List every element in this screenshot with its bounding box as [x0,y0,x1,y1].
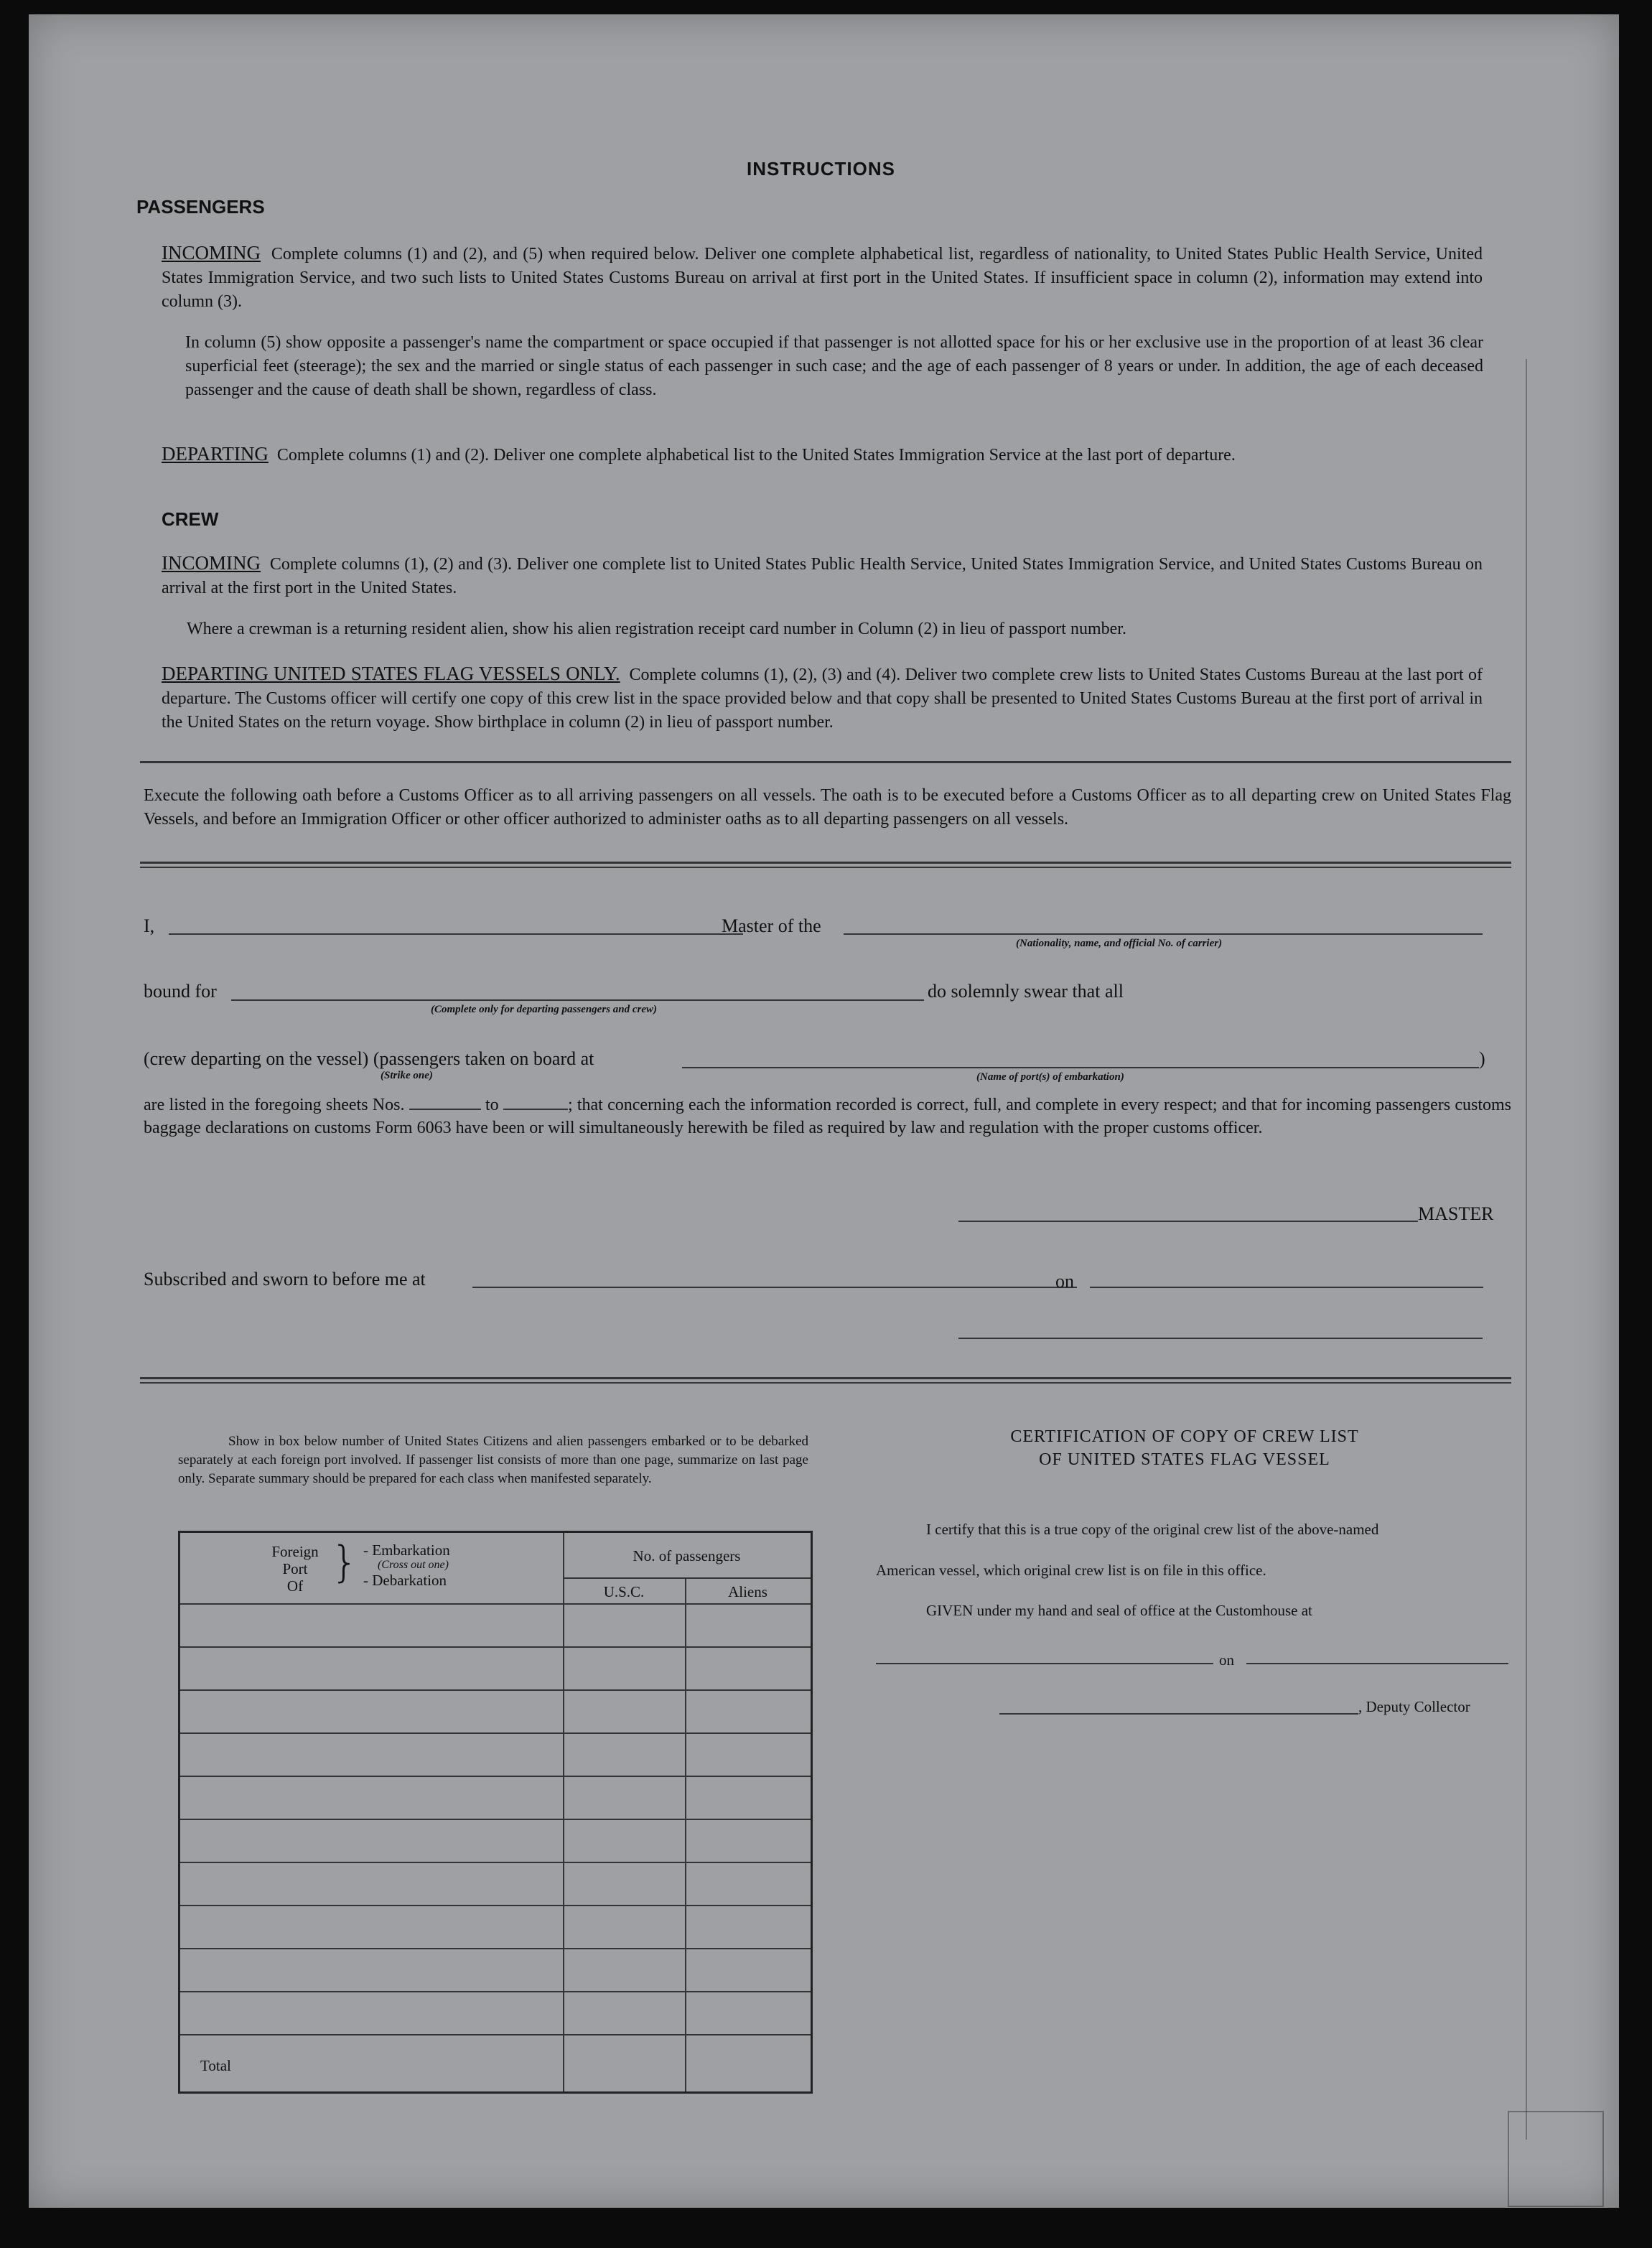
oath-i-label: I, [144,915,155,936]
passengers-incoming-label: INCOMING [162,242,261,263]
table-row [180,1862,811,1863]
crew-incoming-label: INCOMING [162,552,261,574]
passengers-departing-label: DEPARTING [162,443,269,465]
crew-departing-label: DEPARTING UNITED STATES FLAG VESSELS ONLY. [162,663,620,684]
passengers-departing-paragraph [162,442,1483,467]
subscribed-label: Subscribed and sworn to before me at [144,1269,426,1289]
table-row [180,1776,811,1777]
right-margin-rule [1526,359,1527,2140]
sheet-to-field[interactable] [503,1109,568,1110]
close-paren: ) [1479,1048,1485,1069]
col-divider-2 [685,1577,686,2091]
certification-heading-line-1: CERTIFICATION OF COPY OF CREW LIST [1010,1427,1359,1446]
bound-for-field[interactable] [231,999,924,1001]
certification-heading [876,1425,1493,1471]
listed-to-label: to [485,1096,499,1114]
crew-departing-paragraph [162,662,1483,734]
no-passengers-header: No. of passengers [633,1547,741,1564]
certification-heading-line-2: OF UNITED STATES FLAG VESSEL [1039,1450,1330,1469]
customhouse-field[interactable] [876,1663,1213,1664]
certification-given: GIVEN under my hand and seal of office at the Customhouse at [926,1602,1312,1619]
sworn-place-field[interactable] [472,1287,1077,1288]
crew-incoming-text: Complete columns (1), (2) and (3). Deliver one complete list to United States Public Health Service, United States Immigration Service, and United States Customs Bureau on arrival at the first port in the United States. [162,555,1483,597]
of-text: Of [286,1577,304,1595]
divider-double-rule-2 [140,1377,1511,1384]
embark-debark-options [363,1542,450,1589]
listed-text-a: are listed in the foregoing sheets Nos. [144,1096,405,1114]
oath-intro-paragraph: Execute the following oath before a Customs Officer as to all arriving passengers on all vessels. The oath is to be executed before a Customs Officer as to all departing crew on United States Flag Vessels, and before an Immigration Officer or other officer authorized to administer oaths as to all departing passengers on all vessels. [144,786,1511,829]
passengers-incoming-paragraph [162,241,1483,314]
solemnly-swear-label: do solemnly swear that all [928,981,1124,1002]
debarkation-option[interactable]: - Debarkation [363,1572,447,1589]
table-row [180,1948,811,1949]
deputy-signature-field[interactable] [999,1713,1358,1715]
ports-hint: (Name of port(s) of embarkation) [976,1071,1124,1083]
col-divider-1 [563,1533,564,2091]
carrier-hint: (Nationality, name, and official No. of carrier) [1016,938,1223,949]
certification-date-field[interactable] [1246,1663,1508,1664]
sworn-on-label: on [1055,1271,1074,1292]
total-label: Total [200,2057,231,2074]
crew-heading: CREW [162,508,219,530]
table-row [180,1646,811,1648]
page-title: INSTRUCTIONS [747,158,895,179]
summary-instructions: Show in box below number of United States Citizens and alien passengers embarked or to be debarked separately at each foreign port involved. If passenger list consists of more than one page, summarize on last page only. Separate summary should be prepared for each class when manifested separately. [178,1434,808,1486]
master-of-the-label: Master of the [722,915,821,936]
usc-header: U.S.C. [603,1583,645,1600]
aliens-header: Aliens [728,1583,767,1600]
table-row [180,1732,811,1734]
embarkation-ports-field[interactable] [682,1067,1479,1068]
divider-double-rule [140,862,1511,868]
sworn-date-field[interactable] [1090,1287,1483,1288]
bound-for-hint: (Complete only for departing passengers and crew) [431,1004,657,1015]
carrier-field[interactable] [844,933,1483,935]
listed-text-b: ; that concerning each the information recorded is correct, full, and complete in every respect; and that for incoming passengers customs baggage declarations on customs Form 6063 have been or will simultaneously herewith be filed as required by law and regulation with the proper customs officer. [144,1096,1511,1137]
passengers-column5-paragraph: In column (5) show opposite a passenger's name the compartment or space occupied if that passenger is not allotted space for his or her exclusive use in the proportion of at least 36 clear superficial feet (steerage); the sex and the married or single status of each passenger in such case; and the age of each passenger of 8 years or under. In addition, the age of each deceased passenger and the cause of death shall be shown, regardless of class. [185,333,1483,399]
crew-incoming-paragraph [162,551,1483,600]
corner-box [1508,2111,1604,2207]
sheet-from-field[interactable] [409,1109,481,1110]
table-row [180,1689,811,1691]
master-signature-label: MASTER [1418,1203,1494,1224]
deputy-collector-label: , Deputy Collector [1358,1698,1470,1715]
certification-text-2: American vessel, which original crew list is on file in this office. [876,1562,1266,1579]
officer-signature-field[interactable] [958,1338,1483,1339]
table-row [180,1905,811,1906]
certification-on-label: on [1219,1651,1234,1669]
master-signature-field[interactable] [958,1221,1418,1222]
table-row [180,2034,811,2035]
bound-for-label: bound for [144,981,217,1002]
passengers-incoming-text: Complete columns (1) and (2), and (5) when required below. Deliver one complete alphabetical list, regardless of nationality, to United States Public Health Service, United States Immigration Service, and two such lists to United States Customs Bureau on arrival at first port in the United States. If insufficient space in column (2), information may extend into column (3). [162,245,1483,311]
divider-rule [140,761,1511,763]
header-subrow [563,1577,811,1579]
table-row [180,1991,811,1992]
crew-departing-label-line: (crew departing on the vessel) (passengers taken on board at [144,1048,594,1069]
passenger-summary-table [178,1531,813,2094]
document-page [29,14,1619,2208]
master-name-field[interactable] [169,933,743,935]
cross-out-hint: (Cross out one) [378,1559,449,1571]
certification-text-1: I certify that this is a true copy of the original crew list of the above-named [926,1521,1379,1538]
embarkation-option[interactable]: - Embarkation [363,1542,450,1559]
strike-one-hint: (Strike one) [381,1070,433,1081]
port-text: Port [282,1560,308,1577]
brace-glyph: } [331,1537,359,1587]
foreign-text: Foreign [271,1543,319,1560]
table-row [180,1819,811,1820]
passengers-departing-text: Complete columns (1) and (2). Deliver one complete alphabetical list to the United States Immigration Service at the last port of departure. [276,446,1236,465]
passengers-heading: PASSENGERS [136,196,265,218]
crew-resident-paragraph: Where a crewman is a returning resident alien, show his alien registration receipt card number in Column (2) in lieu of passport number. [187,620,1126,638]
header-bottom [180,1603,811,1605]
crew-departing-text: Complete columns (1), (2), (3) and (4). Deliver two complete crew lists to United States Customs Bureau at the last port of departure. The Customs officer will certify one copy of this crew list in the space provided below and that copy shall be presented to United States Customs Bureau at the first port of arrival in the United States on the return voyage. Show birthplace in column (2) in lieu of passport number. [162,666,1483,732]
foreign-port-label [256,1543,335,1595]
listed-paragraph [144,1093,1511,1139]
